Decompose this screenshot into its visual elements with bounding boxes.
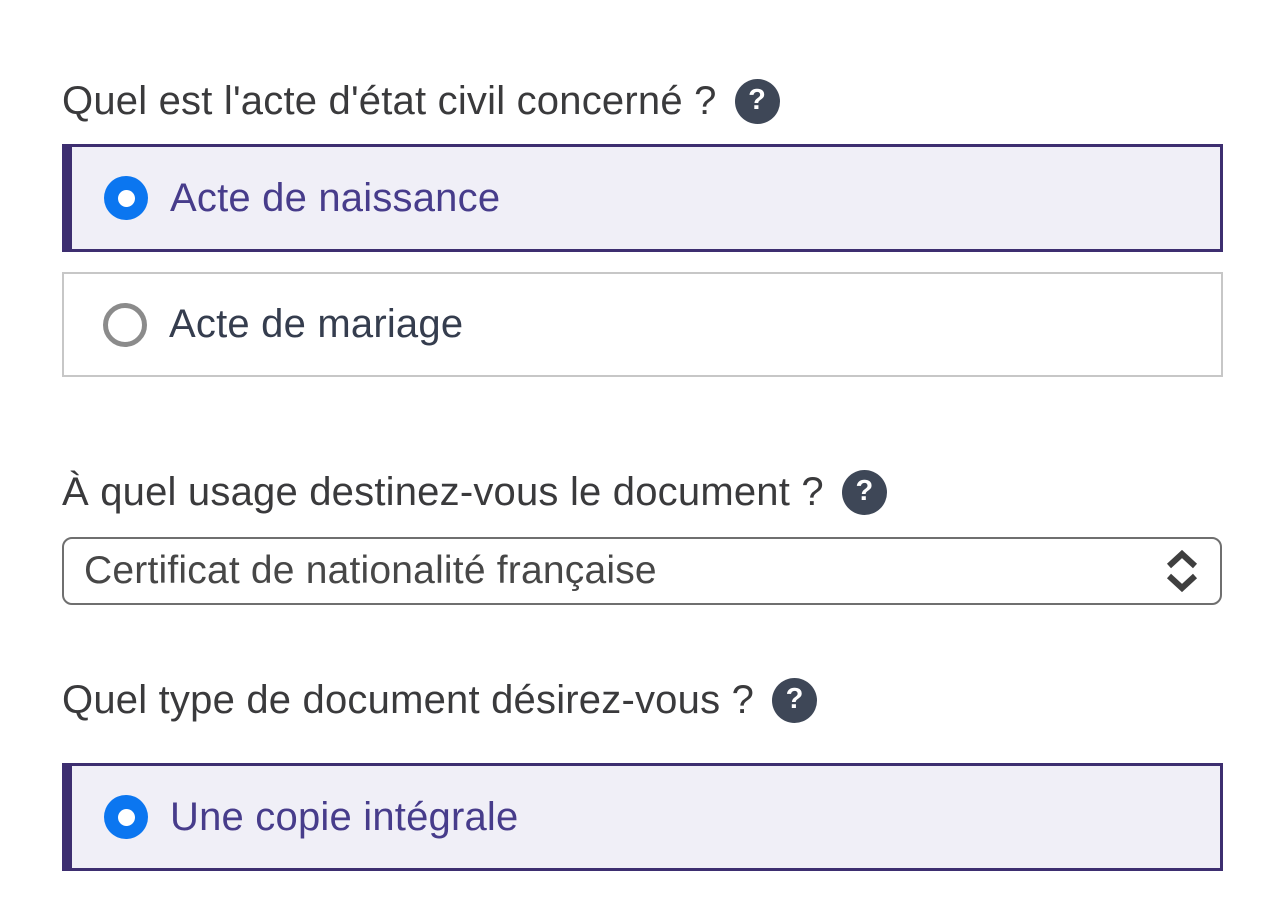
question-type-document — [62, 677, 1284, 723]
question-usage — [62, 469, 1284, 515]
question-acte-civil-label: Quel est l'acte d'état civil concerné ? — [62, 79, 717, 123]
question-type-document-label: Quel type de document désirez-vous ? — [62, 678, 755, 722]
question-mark-glyph: ? — [855, 474, 874, 507]
radio-dot — [118, 809, 135, 826]
question-mark-glyph: ? — [785, 682, 804, 715]
chevron-updown-icon — [1162, 549, 1202, 593]
question-acte-civil — [62, 78, 1284, 124]
usage-select[interactable] — [62, 537, 1222, 605]
help-icon-type-document[interactable] — [772, 678, 817, 723]
question-usage-label: À quel usage destinez-vous le document ? — [62, 470, 824, 514]
radio-checked-icon — [104, 176, 148, 220]
option-label: Acte de mariage — [169, 302, 464, 346]
radio-unchecked-icon — [103, 303, 147, 347]
help-icon-acte-civil[interactable] — [735, 79, 780, 124]
radio-option-acte-de-mariage[interactable] — [62, 272, 1223, 377]
help-icon-usage[interactable] — [842, 470, 887, 515]
option-label: Une copie intégrale — [170, 794, 519, 839]
radio-option-copie-integrale[interactable] — [62, 763, 1223, 871]
question-mark-glyph: ? — [748, 83, 766, 116]
radio-option-acte-de-naissance[interactable] — [62, 144, 1223, 252]
radio-checked-icon — [104, 795, 148, 839]
usage-select-value: Certificat de nationalité française — [84, 549, 657, 592]
option-label: Acte de naissance — [170, 175, 501, 220]
radio-dot — [118, 190, 135, 207]
